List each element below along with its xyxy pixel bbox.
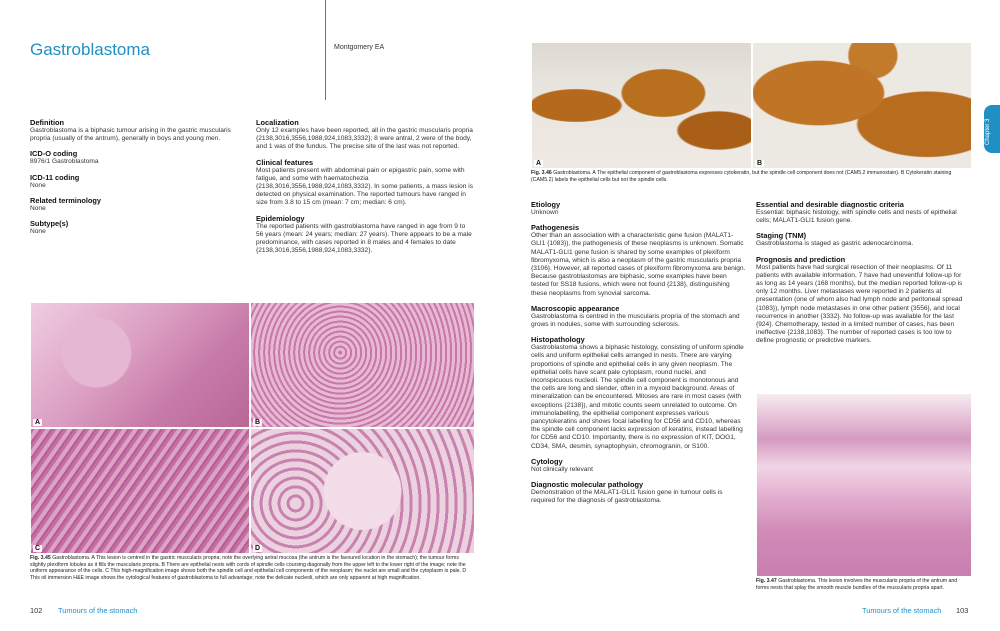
author-name: Montgomery EA	[334, 44, 385, 51]
section-body: The reported patients with gastroblastoma have ranged in age from 9 to 56 years (mean: 24 years; median: 27 years). There appears to be a male predominance, with cases reported in 8 males and 4 females to date {2138,3016,3556,1988,924,1083,3332}.	[256, 222, 472, 255]
section-heading: Staging (TNM)	[756, 231, 807, 241]
figure-3-45-b	[250, 302, 475, 428]
right-text-column-2	[756, 200, 970, 352]
section-epidemiology	[256, 214, 474, 256]
caption-number: Fig. 3.47	[756, 578, 777, 584]
section-heading: Clinical features	[256, 157, 314, 167]
figure-3-45-c	[30, 428, 250, 554]
section-body: Gastroblastoma is centred in the muscularis propria of the stomach and grows in nodules, some with surrounding sclerosis.	[531, 312, 740, 329]
left-running-footer: Tumours of the stomach	[58, 606, 138, 615]
figure-panel-label: B	[757, 160, 763, 167]
section-icdo	[30, 149, 245, 166]
section-heading: ICD-11 coding	[30, 172, 80, 182]
figure-3-47	[756, 393, 972, 577]
chapter-tab[interactable]	[984, 105, 1000, 153]
section-localization	[256, 118, 474, 152]
section-subtypes	[30, 219, 245, 236]
section-body: Unknown	[531, 209, 559, 216]
section-heading: Histopathology	[531, 335, 585, 345]
left-page-number: 102	[30, 606, 43, 615]
section-prognosis	[756, 255, 970, 346]
section-heading: ICD-O coding	[30, 149, 78, 159]
section-body: Gastroblastoma shows a biphasic histology, consisting of uniform spindle cells and uniform epithelial cells arranged in nests. There are varying proportions of spindle and epithelial cells in any given neoplasm. The epithelial cells have scant pale cytoplasm, round nuclei, and inconspicuous nucleoli. The spindle cell component is monotonous and the cells are long and slender, often in a myxoid background. Areas of mineralization can be encountered. Mitoses are rare in most cases (with exceptions {2138}), and mitotic counts seem unrelated to outcome. On immunolabelling, the epithelial component expresses various pancytokeratins and shows focal labelling for CD56 and CD10, whereas the spindle cell component lacks expression of keratins, instead labelling for CD56 and CD10. Importantly, there is no expression of KIT, DOG1, CD34, SMA, desmin, synaptophysin, chromogranin, or S100.	[531, 344, 744, 450]
section-heading: Subtype(s)	[30, 219, 69, 229]
section-icd11	[30, 173, 245, 190]
figure-3-47-caption	[756, 578, 970, 591]
section-heading: Epidemiology	[256, 213, 305, 223]
section-body: Not clinically relevant	[531, 465, 593, 473]
section-body: None	[30, 228, 46, 236]
section-criteria	[756, 200, 970, 225]
section-pathogenesis	[531, 223, 746, 298]
section-staging	[756, 231, 970, 248]
section-body: Gastroblastoma is staged as gastric adenocarcinoma.	[756, 240, 914, 248]
figure-panel-label: C	[35, 545, 41, 552]
figure-3-45-d	[250, 428, 475, 554]
caption-number: Fig. 3.45	[30, 555, 51, 561]
section-body: Most patients have had surgical resection of their neoplasms. Of 11 patients with available information, 7 have had uneventful follow-up for as long as 14 years (168 months), but the median reported follow-up is only 12 months. Liver metastases were reported in 2 patients at presentation (one of whom also had lymph node and peritoneal spread {1083}), lymph node metastases in one other patient {3556}, and local recurrence in another {3332}. No follow-up was available for the last {924}. Chemotherapy, tested in a limited number of cases, has been ineffective {2138,1083}. The number of reported cases is too low to define prognostic or predictive markers.	[756, 263, 963, 345]
section-body: None	[30, 204, 46, 212]
left-text-column	[30, 118, 245, 242]
caption-text: Gastroblastoma. A The epithelial component of gastroblastoma expresses cytokeratin, but the spindle cell component does not (CAM5.2 immunostain). B Cytokeratin staining (CAM5.2) labels the epithelial cells but not the spindle cells.	[531, 170, 952, 183]
figure-3-46-a	[531, 42, 752, 169]
section-heading: Prognosis and prediction	[756, 254, 846, 264]
section-molecular	[531, 480, 746, 505]
chapter-tab-label: Chapter 3	[985, 118, 991, 145]
section-heading: Pathogenesis	[531, 223, 580, 233]
section-body: Essential: biphasic histology, with spindle cells and nests of epithelial cells; MALAT1-GLI1 fusion gene.	[756, 209, 957, 225]
caption-text: Gastroblastoma. This lesion involves the muscularis propria of the antrum and forms nests that splay the smooth muscle bundles of the muscularis propria apart.	[756, 578, 958, 591]
section-body: 8976/1 Gastroblastoma	[30, 158, 99, 166]
section-heading: Essential and desirable diagnostic criteria	[756, 200, 904, 209]
right-page-number: 103	[956, 606, 969, 615]
caption-number: Fig. 3.46	[531, 170, 552, 176]
section-heading: Diagnostic molecular pathology	[531, 480, 644, 490]
section-heading: Localization	[256, 118, 299, 127]
section-definition	[30, 118, 245, 143]
figure-3-46-caption	[531, 170, 970, 183]
page-title: Gastroblastoma	[30, 40, 150, 59]
right-running-footer: Tumours of the stomach	[862, 606, 942, 615]
section-body: Only 12 examples have been reported, all in the gastric muscularis propria {2138,3016,3556,1988,924,1083,3332}; 8 were antral, 2 were of the body, and 1 was of the fundus. The precise site of the last was not reported.	[256, 127, 473, 151]
section-histopathology	[531, 335, 746, 451]
figure-panel-label: A	[536, 160, 542, 167]
section-body: Most patients present with abdominal pain or epigastric pain, some with fatigue, and some with haematochezia {2138,3016,3556,1988,924,1083,3332}. In some patients, a mass lesion is detected on physical examination. The reported tumours have ranged in size from 3.8 to 15 cm (mean: 7 cm; median: 6 cm).	[256, 166, 474, 207]
caption-text: Gastroblastoma. A This lesion is centred in the gastric muscularis propria; note the overlying antral mucosa (the antrum is the favoured location in the stomach); the tumour forms slightly plexiform lobules as it fills the muscularis propria. B There are epithelial nests with cords of spindle cells coursing diagonally from the upper left to the lower right of the image; note the uniform appearance of the cells. C This high-magnification image shows both the spindle cell and epithelial cell components of the neoplasm; the nuclei are small and the cytoplasm is pale. D This oil immersion H&E image shows the cytological features of gastroblastoma to full advantage; note the delicate nucleoli, which are only apparent at high magnification.	[30, 555, 467, 581]
figure-panel-label: A	[35, 419, 41, 426]
section-body: Demonstration of the MALAT1-GLI1 fusion gene in tumour cells is required for the diagnosis of gastroblastoma.	[531, 489, 723, 505]
section-heading: Cytology	[531, 456, 563, 466]
figure-3-45-a	[30, 302, 250, 428]
section-heading: Related terminology	[30, 195, 102, 205]
figure-3-46-b	[752, 42, 972, 169]
figure-panel-label: D	[255, 545, 261, 552]
section-heading: Definition	[30, 118, 65, 127]
section-terminology	[30, 196, 245, 213]
figure-3-45-caption	[30, 555, 473, 581]
section-body: Gastroblastoma is a biphasic tumour arising in the gastric muscularis propria (usually of the antrum), generally in boys and young men.	[30, 127, 231, 143]
section-etiology	[531, 200, 746, 217]
right-text-column-1	[531, 200, 746, 511]
section-clinical	[256, 158, 474, 208]
middle-text-column	[256, 118, 474, 261]
section-heading: Macroscopic appearance	[531, 303, 620, 313]
section-macroscopic	[531, 304, 746, 329]
section-body: Other than an association with a characteristic gene fusion (MALAT1-GLI1 {1083}), the pathogenesis of these neoplasms is unknown. Somatic MALAT1-GLI1 gene fusion is shared by some examples of plexiform fibromyxoma, which is also a neoplasm of the gastric muscularis propria {3106}. However, all reported cases of plexiform fibromyxoma are benign. Because gastroblastomas are biphasic, some examples have been tested for SS18 fusions, which were not found {2138}, distinguishing these neoplasms from synovial sarcoma.	[531, 232, 746, 297]
figure-panel-label: B	[255, 419, 261, 426]
section-heading: Etiology	[531, 200, 561, 209]
section-cytology	[531, 457, 746, 474]
header-rule	[325, 0, 326, 100]
section-body: None	[30, 181, 46, 189]
